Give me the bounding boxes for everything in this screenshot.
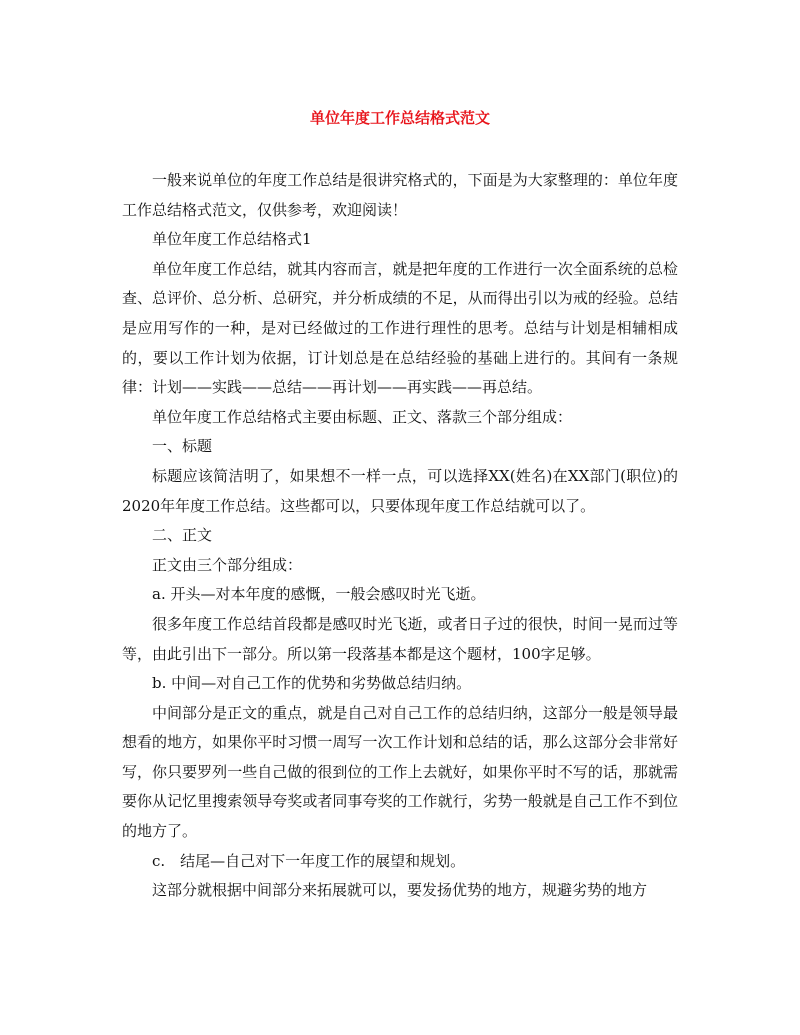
paragraph-ending-detail: 这部分就根据中间部分来拓展就可以，要发扬优势的地方，规避劣势的地方 bbox=[152, 881, 648, 900]
heading-body-section: 二、正文 bbox=[152, 526, 213, 545]
document-title: 单位年度工作总结格式范文 bbox=[309, 109, 490, 127]
paragraph-structure: 单位年度工作总结格式主要由标题、正文、落款三个部分组成： bbox=[152, 407, 573, 426]
document-body bbox=[122, 166, 678, 906]
list-item-middle: b. 中间—对自己工作的优势和劣势做总结归纳。 bbox=[152, 674, 472, 693]
paragraph-intro: 一般来说单位的年度工作总结是很讲究格式的，下面是为大家整理的：单位年度工作总结格式范文，仅供参考，欢迎阅读！ bbox=[122, 171, 678, 219]
paragraph-body-parts: 正文由三个部分组成： bbox=[152, 555, 303, 574]
paragraph-middle-detail: 中间部分是正文的重点，就是自己对自己工作的总结归纳，这部分一般是领导最想看的地方，如果你平时习惯一周写一次工作计划和总结的话，那么这部分会非常好写，你只要罗列一些自己做的很到位的工作上去就好，如果你平时不写的话，那就需要你从记忆里搜索领导夸奖或者同事夸奖的工作就行，劣势一般就是自己工作不到位的地方了。 bbox=[122, 703, 678, 841]
section-heading-format-1: 单位年度工作总结格式1 bbox=[152, 230, 312, 249]
paragraph-title-guidance: 标题应该简洁明了，如果想不一样一点，可以选择XX(姓名)在XX部门(职位)的2020年年度工作总结。这些都可以，只要体现年度工作总结就可以了。 bbox=[122, 466, 678, 515]
list-item-ending: c. 结尾—自己对下一年度工作的展望和规划。 bbox=[152, 851, 466, 870]
list-item-opening: a. 开头—对本年度的感慨，一般会感叹时光飞逝。 bbox=[152, 585, 486, 604]
paragraph-opening-detail: 很多年度工作总结首段都是感叹时光飞逝，或者日子过的很快，时间一晃而过等等，由此引出下一部分。所以第一段落基本都是这个题材，100字足够。 bbox=[122, 614, 678, 663]
heading-title-section: 一、标题 bbox=[152, 437, 213, 456]
paragraph-definition: 单位年度工作总结，就其内容而言，就是把年度的工作进行一次全面系统的总检查、总评价、总分析、总研究，并分析成绩的不足，从而得出引以为戒的经验。总结是应用写作的一种，是对已经做过的工作进行理性的思考。总结与计划是相辅相成的，要以工作计划为依据，订计划总是在总结经验的基础上进行的。其间有一条规律：计划——实践——总结——再计划——再实践——再总结。 bbox=[122, 259, 678, 397]
